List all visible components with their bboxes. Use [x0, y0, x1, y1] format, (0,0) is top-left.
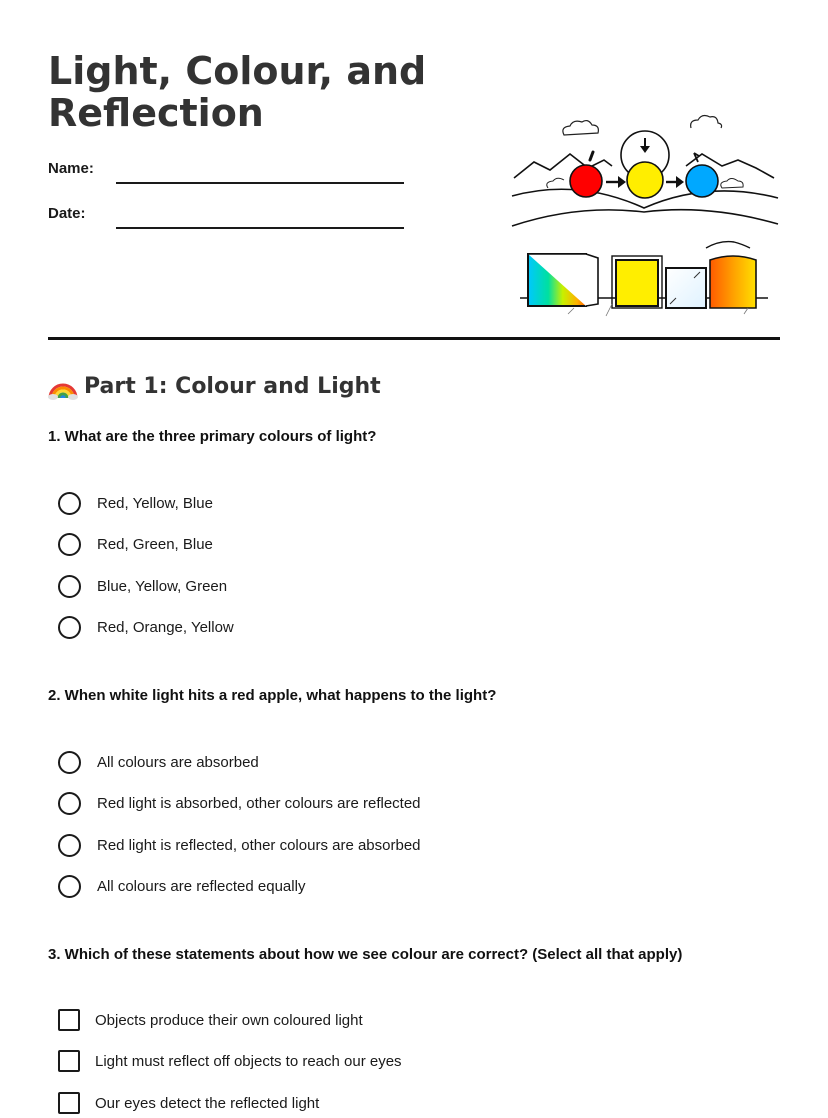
blue-light-ball [686, 165, 718, 197]
option-label: All colours are reflected equally [97, 877, 306, 895]
question-3: 3. Which of these statements about how we see colour are correct? (Select all that apply) [48, 946, 683, 963]
question-2: 2. When white light hits a red apple, what happens to the light? [48, 687, 497, 704]
checkbox[interactable] [58, 1092, 80, 1114]
option-label: Red, Orange, Yellow [97, 618, 234, 636]
q3-option-2[interactable] [58, 1047, 402, 1075]
date-label: Date: [48, 205, 86, 222]
radio-button[interactable] [58, 616, 81, 639]
name-input-line[interactable] [116, 182, 404, 184]
q1-option-2[interactable] [58, 530, 213, 558]
radio-button[interactable] [58, 492, 81, 515]
date-field-row [48, 205, 408, 239]
name-field-row [48, 160, 408, 194]
cloud-icon [547, 178, 564, 188]
q2-option-1[interactable] [58, 748, 259, 776]
arrow-right-icon [666, 176, 684, 188]
question-1: 1. What are the three primary colours of light? [48, 428, 377, 445]
option-label: All colours are absorbed [97, 753, 259, 771]
rainbow-icon [48, 372, 78, 400]
arrow-right-icon [606, 176, 626, 188]
header-divider [48, 337, 780, 340]
option-label: Objects produce their own coloured light [95, 1011, 363, 1029]
q1-option-4[interactable] [58, 613, 234, 641]
light-colour-illustration [508, 108, 780, 318]
worksheet-page [48, 0, 780, 1118]
q3-option-3[interactable] [58, 1089, 319, 1117]
option-label: Red, Yellow, Blue [97, 494, 213, 512]
cloud-icon [721, 179, 743, 189]
checkbox[interactable] [58, 1009, 80, 1031]
q2-option-2[interactable] [58, 789, 421, 817]
cloud-icon [691, 116, 722, 128]
q1-option-3[interactable] [58, 572, 227, 600]
name-label: Name: [48, 160, 94, 177]
cloud-icon [563, 121, 599, 135]
red-light-ball [570, 165, 602, 197]
q2-option-4[interactable] [58, 872, 305, 900]
checkbox[interactable] [58, 1050, 80, 1072]
option-label: Our eyes detect the reflected light [95, 1094, 320, 1112]
radio-button[interactable] [58, 575, 81, 598]
q3-option-1[interactable] [58, 1006, 363, 1034]
option-label: Blue, Yellow, Green [97, 577, 228, 595]
option-label: Red, Green, Blue [97, 535, 213, 553]
part1-heading [48, 372, 381, 400]
radio-button[interactable] [58, 875, 81, 898]
radio-button[interactable] [58, 751, 81, 774]
option-label: Red light is reflected, other colours are absorbed [97, 836, 421, 854]
option-label: Light must reflect off objects to reach our eyes [95, 1052, 402, 1070]
radio-button[interactable] [58, 834, 81, 857]
option-label: Red light is absorbed, other colours are reflected [97, 794, 421, 812]
q2-option-3[interactable] [58, 831, 421, 859]
page-title: Light, Colour, and Reflection [48, 49, 427, 135]
part1-heading-text: Part 1: Colour and Light [84, 373, 381, 399]
date-input-line[interactable] [116, 227, 404, 229]
colour-boxes-drawing [520, 242, 768, 316]
q1-option-1[interactable] [58, 489, 213, 517]
radio-button[interactable] [58, 533, 81, 556]
radio-button[interactable] [58, 792, 81, 815]
yellow-light-ball [627, 162, 663, 198]
